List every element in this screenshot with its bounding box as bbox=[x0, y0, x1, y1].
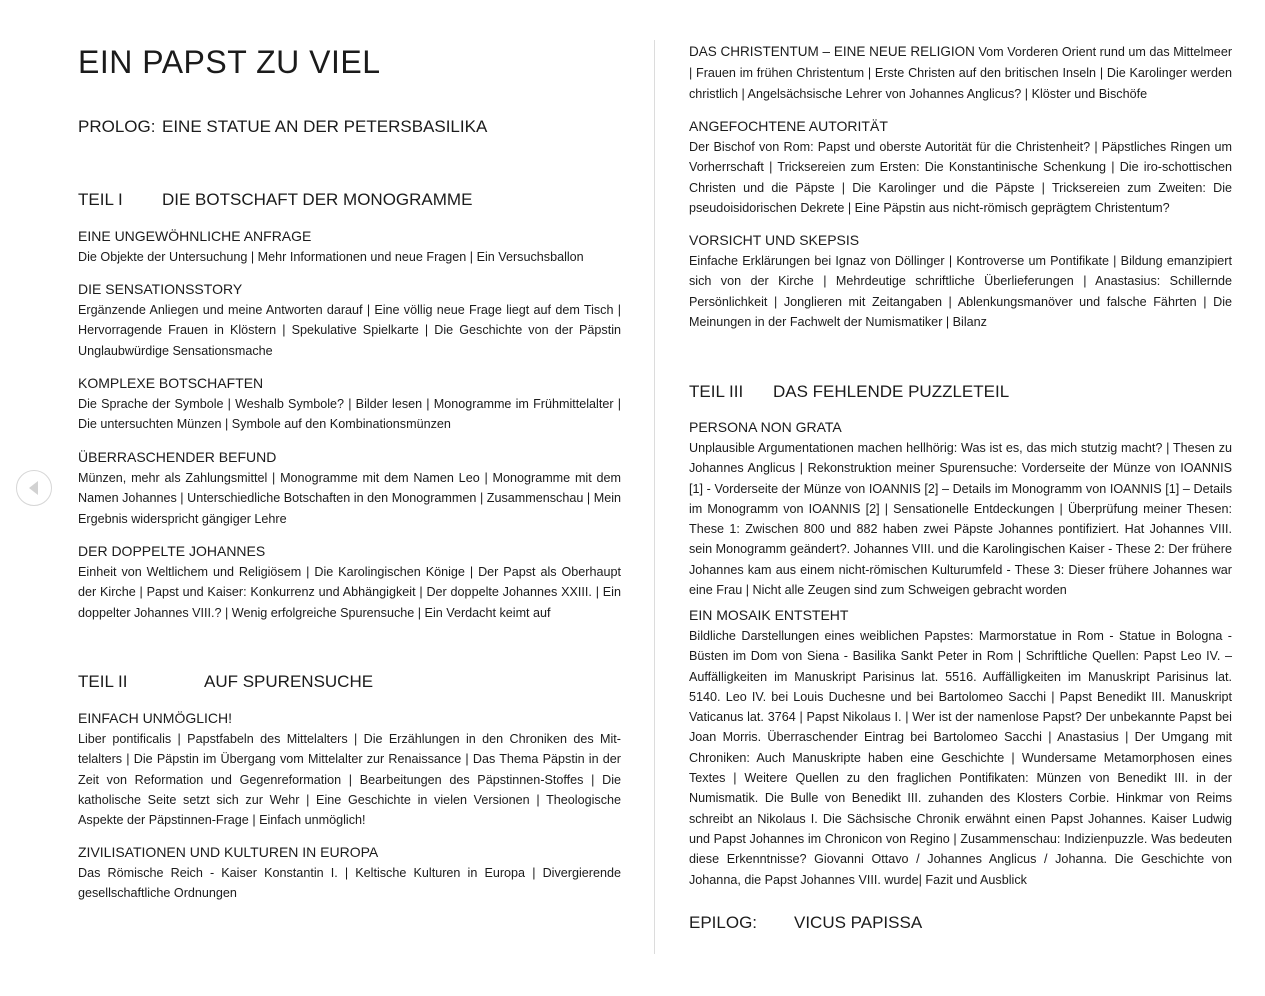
epilog-heading bbox=[689, 913, 922, 933]
section-body: Einheit von Weltlichem und Religiösem | Die Karolingischen Könige | Der Papst als Oberhaupt der Kirche | Papst und Kaiser: Konkurrenz und Abhängigkeit | Der doppelte Johannes XXIII. | Ein doppelter Johannes VIII.? | Wenig erfolgreiche Spurensuche | Ein Verdacht keimt auf bbox=[78, 565, 621, 620]
back-button[interactable] bbox=[16, 470, 52, 506]
section-title: VORSICHT UND SKEPSIS bbox=[689, 232, 860, 248]
section-body: Unplausible Argumentationen machen hellhörig: Was ist es, das mich stutzig macht? | Thesen zu Johannes Anglicus | Rekonstruktion meiner Spurensuche: Vorderseite der Münze von IOANNIS [1] - Vorderseite der Münze von IOANNIS [2] – Details im Monogramm von IOANNIS [1] – Details im Monogramm von IOANNIS [2] | Sensationelle Entdeckungen | Überprüfung meiner Thesen: These 1: Zwischen 800 und 882 haben zwei Päpste Johannes pontifiziert. Hat Johannes VIII. sein Monogramm geändert?. Johannes VIII. und die Karolingischen Kaiser - These 2: Der frühere Johannes kam aus einem nicht-römischen Kulturumfeld - These 3: Dieser frühere Johannes war eine Frau | Nicht alle Zeugen sind zum Schweigen gebracht worden bbox=[689, 441, 1232, 598]
prolog-label: PROLOG: bbox=[78, 117, 156, 136]
toc-section bbox=[689, 42, 1232, 105]
section-title: KOMPLEXE BOTSCHAFTEN bbox=[78, 375, 264, 391]
section-inline bbox=[689, 42, 1232, 105]
teil2-heading bbox=[78, 672, 373, 692]
teil1-title: DIE BOTSCHAFT DER MONOGRAMME bbox=[162, 190, 473, 209]
section-body: Einfache Erklärungen bei Ignaz von Döllinger | Kontroverse um Pontifikate | Bildung emanzipiert sich von der Kirche | Mehrdeutige schriftliche Überlieferungen | Anastasius: Schillernde Persönlichkeit | Jonglieren mit Zeitangaben | Ablenkungsmanöver und falsche Fährten | Die Meinungen in der Fachwelt der Numismatiker | Bilanz bbox=[689, 254, 1232, 329]
page-divider bbox=[654, 40, 655, 954]
epilog-label: EPILOG: bbox=[689, 913, 758, 932]
teil1-heading bbox=[78, 190, 472, 210]
section-title: ANGEFOCHTENE AUTORITÄT bbox=[689, 118, 888, 134]
book-title: EIN PAPST ZU VIEL bbox=[78, 44, 381, 80]
section-body: Liber pontificalis | Papstfabeln des Mittelalters | Die Erzählungen in den Chroniken des Mittelalters | Die Päpstin im Übergang vom Mittelalter zur Renaissance | Das Thema Päpstin in der Zeit von Reformation und Gegenreformation | Bearbeitungen des Päpstinnen-Stoffes | Die katholische Seite setzt sich zur Wehr | Eine Geschichte in vielen Versionen | Theologische Aspekte der Päpstinnen-Frage | Einfach unmöglich! bbox=[78, 732, 621, 828]
teil3-label: TEIL III bbox=[689, 382, 744, 401]
toc-section bbox=[78, 279, 621, 361]
section-body: Münzen, mehr als Zahlungsmittel | Monogramme mit dem Namen Leo | Monogramme mit dem Namen Johannes | Unterschiedliche Botschaften in den Monogrammen | Zusammenschau | Mein Ergebnis widerspricht gängiger Lehre bbox=[78, 471, 621, 526]
toc-section bbox=[689, 230, 1232, 332]
prolog-title: EINE STATUE AN DER PETERSBASILIKA bbox=[162, 117, 488, 136]
toc-section bbox=[78, 541, 621, 623]
section-title: ZIVILISATIONEN UND KULTUREN IN EUROPA bbox=[78, 844, 379, 860]
section-title: EINFACH UNMÖGLICH! bbox=[78, 710, 233, 726]
toc-section bbox=[78, 226, 621, 267]
section-body: Der Bischof von Rom: Papst und oberste Autorität für die Christenheit? | Päpstliches Ringen um Vorherrschaft | Tricksereien zum Ersten: Die Konstantinische Schenkung | Die iro-schottischen Christen und die Päpste | Die Karolinger und die Päpste | Tricksereien zum Zweiten: Die pseudoisidorischen Dekrete | Eine Päpstin aus nicht-römisch geprägtem Christentum? bbox=[689, 140, 1232, 215]
section-body: Die Sprache der Symbole | Weshalb Symbole? | Bilder lesen | Monogramme im Frühmittelalter | Die untersuchten Münzen | Symbole auf den Kombinationsmünzen bbox=[78, 397, 621, 432]
toc-section bbox=[78, 373, 621, 435]
section-title: PERSONA NON GRATA bbox=[689, 419, 842, 435]
toc-section bbox=[689, 417, 1232, 600]
section-title: DIE SENSATIONSSTORY bbox=[78, 281, 243, 297]
section-body: Das Römische Reich - Kaiser Konstantin I. | Keltische Kulturen in Europa | Divergierende gesellschaftliche Ordnungen bbox=[78, 866, 621, 901]
section-body: Die Objekte der Untersuchung | Mehr Informationen und neue Fragen | Ein Versuchsballon bbox=[78, 250, 584, 264]
section-title: ÜBERRASCHENDER BEFUND bbox=[78, 449, 277, 465]
section-body: Bildliche Darstellungen eines weiblichen Papstes: Marmorstatue in Rom - Statue in Bologna - Büsten im Dom von Siena - Basilika Sankt Peter in Rom | Schriftliche Quellen: Papst Leo IV. – Auffälligkeiten im Manuskript Parisinus lat. 5516. Auffälligkeiten im Manuskript Parisinus lat. 5140. Leo IV. bei Louis Duchesne und bei Bartolomeo Sacchi | Papst Benedikt III. Manuskript Vaticanus lat. 3764 | Papst Nikolaus I. | Wer ist der namenlose Papst? Der unbekannte Papst bei Joan Morris. Überraschender Eintrag bei Bartolomeo Sacchi | Anastasius | Der Umgang mit Chroniken: Auch Manuskripte haben eine Geschichte | Wundersame Metamorphosen eines Textes | Weitere Quellen zu den fraglichen Pontifikaten: Münzen von Benedikt III. in der Numismatik. Die Bulle von Benedikt III. zuhanden des Klosters Corbie. Hinkmar von Reims schreibt an Nikolaus I. Die Sächsische Chronik erwähnt einen Papst Johannes. Kaiser Ludwig und Papst Johannes im Chronicon von Regino | Zusammenschau: Indizienpuzzle. Was bedeuten diese Erkenntnisse? Giovanni Ottavo / Johannes Anglicus / Johanna. Die Geschichte von Johanna, die Papst Johannes VIII. wurde| Fazit und Ausblick bbox=[689, 629, 1232, 887]
toc-section bbox=[689, 605, 1232, 890]
section-title: DAS CHRISTENTUM – EINE NEUE RELIGION bbox=[689, 44, 975, 59]
epilog-title: VICUS PAPISSA bbox=[794, 913, 923, 932]
section-title: DER DOPPELTE JOHANNES bbox=[78, 543, 266, 559]
teil1-label: TEIL I bbox=[78, 190, 123, 209]
toc-section bbox=[78, 447, 621, 529]
prolog-heading bbox=[78, 117, 487, 137]
toc-section bbox=[78, 708, 621, 830]
section-body: Vom Vorderen Orient rund um das Mittelmeer | Frauen im frühen Christentum | Erste Christen auf den britischen Inseln | Die Karolinger werden christlich | Angelsächsische Lehrer von Johannes Anglicus? | Klöster und Bischöfe bbox=[689, 45, 1233, 101]
toc-section bbox=[78, 842, 621, 904]
teil3-title: DAS FEHLENDE PUZZLETEIL bbox=[773, 382, 1010, 401]
section-title: EIN MOSAIK ENTSTEHT bbox=[689, 607, 849, 623]
section-body: Ergänzende Anliegen und meine Antworten darauf | Eine völlig neue Frage liegt auf dem Tisch | Hervorragende Frauen in Klöstern | Spekulative Spielkarte | Die Geschichte von der Päpstin Unglaubwürdige Sensationsmache bbox=[78, 303, 621, 358]
back-arrow-icon bbox=[26, 479, 42, 497]
teil2-label: TEIL II bbox=[78, 672, 128, 691]
teil2-title: AUF SPURENSUCHE bbox=[204, 672, 374, 691]
toc-section bbox=[689, 116, 1232, 218]
section-title: EINE UNGEWÖHNLICHE ANFRAGE bbox=[78, 228, 312, 244]
teil3-heading bbox=[689, 382, 1009, 402]
